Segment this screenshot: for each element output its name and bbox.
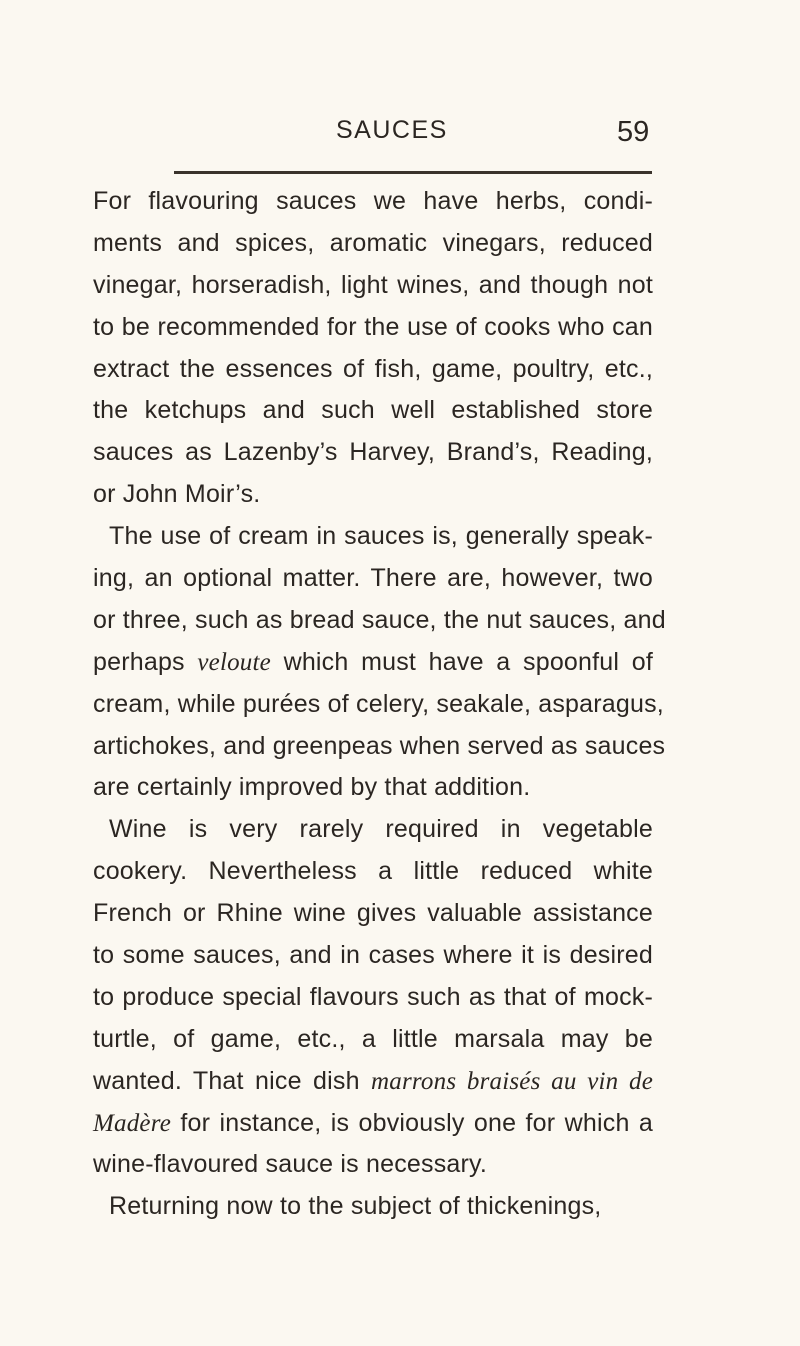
text-line <box>93 516 653 558</box>
text-segment: turtle, of game, etc., a little marsala may be <box>93 1024 653 1053</box>
text-line <box>93 181 653 223</box>
italic-text: marrons braisés au vin de <box>371 1067 653 1095</box>
italic-text: veloute <box>197 648 271 676</box>
text-line <box>93 1144 653 1186</box>
text-line <box>93 767 653 809</box>
text-line <box>93 935 653 977</box>
text-segment: extract the essences of fish, game, poultry, etc., <box>93 354 653 383</box>
running-head: SAUCES <box>336 116 448 144</box>
text-line <box>93 642 653 684</box>
text-line <box>93 1061 653 1103</box>
text-line <box>93 558 653 600</box>
text-segment: The use of cream in sauces is, generally speak- <box>109 522 653 551</box>
text-line <box>93 349 653 391</box>
text-line <box>93 726 666 768</box>
text-segment: ing, an optional matter. There are, however, two <box>93 564 653 593</box>
text-segment: sauces as Lazenby’s Harvey, Brand’s, Reading, <box>93 438 653 467</box>
header-rule <box>174 171 652 174</box>
text-line <box>93 851 653 893</box>
text-segment: to be recommended for the use of cooks who can <box>93 312 653 341</box>
text-segment: the ketchups and such well established store <box>93 396 653 425</box>
text-line <box>93 223 653 265</box>
text-segment: for instance, is obviously one for which a <box>171 1108 653 1137</box>
text-segment: French or Rhine wine gives valuable assistance <box>93 899 653 928</box>
text-line <box>93 474 653 516</box>
text-line <box>93 1186 653 1228</box>
body-text <box>93 181 666 1228</box>
text-segment: ments and spices, aromatic vinegars, reduced <box>93 228 653 257</box>
text-segment: or three, such as bread sauce, the nut sauces, and <box>93 605 666 634</box>
italic-text: Madère <box>93 1109 172 1137</box>
text-line <box>93 307 653 349</box>
text-segment: which must have a spoonful of <box>270 647 654 676</box>
text-segment: or John Moir’s. <box>93 480 261 509</box>
text-line <box>93 893 653 935</box>
text-segment: cookery. Nevertheless a little reduced white <box>93 857 653 886</box>
page-header <box>0 112 800 152</box>
text-line <box>93 684 664 726</box>
text-line <box>93 1019 653 1061</box>
text-segment: For flavouring sauces we have herbs, condi- <box>93 187 653 215</box>
text-line <box>93 977 653 1019</box>
text-segment: Returning now to the subject of thickenings, <box>109 1192 602 1221</box>
text-line <box>93 600 666 642</box>
text-line <box>93 809 653 851</box>
text-line <box>93 265 653 307</box>
text-line <box>93 432 653 474</box>
text-segment: to produce special flavours such as that of mock- <box>93 982 653 1011</box>
text-segment: to some sauces, and in cases where it is desired <box>93 941 653 970</box>
text-segment: Wine is very rarely required in vegetable <box>109 815 653 844</box>
text-segment: vinegar, horseradish, light wines, and though not <box>93 270 653 299</box>
text-segment: wine-flavoured sauce is necessary. <box>93 1150 488 1179</box>
text-segment: are certainly improved by that addition. <box>93 773 531 802</box>
page-number: 59 <box>617 116 650 148</box>
text-line <box>93 390 653 432</box>
text-segment: cream, while purées of celery, seakale, asparagus, <box>93 689 664 718</box>
text-segment: wanted. That nice dish <box>93 1066 372 1095</box>
text-line <box>93 1103 653 1145</box>
text-segment: artichokes, and greenpeas when served as sauces <box>93 731 666 760</box>
text-segment: perhaps <box>93 647 198 676</box>
